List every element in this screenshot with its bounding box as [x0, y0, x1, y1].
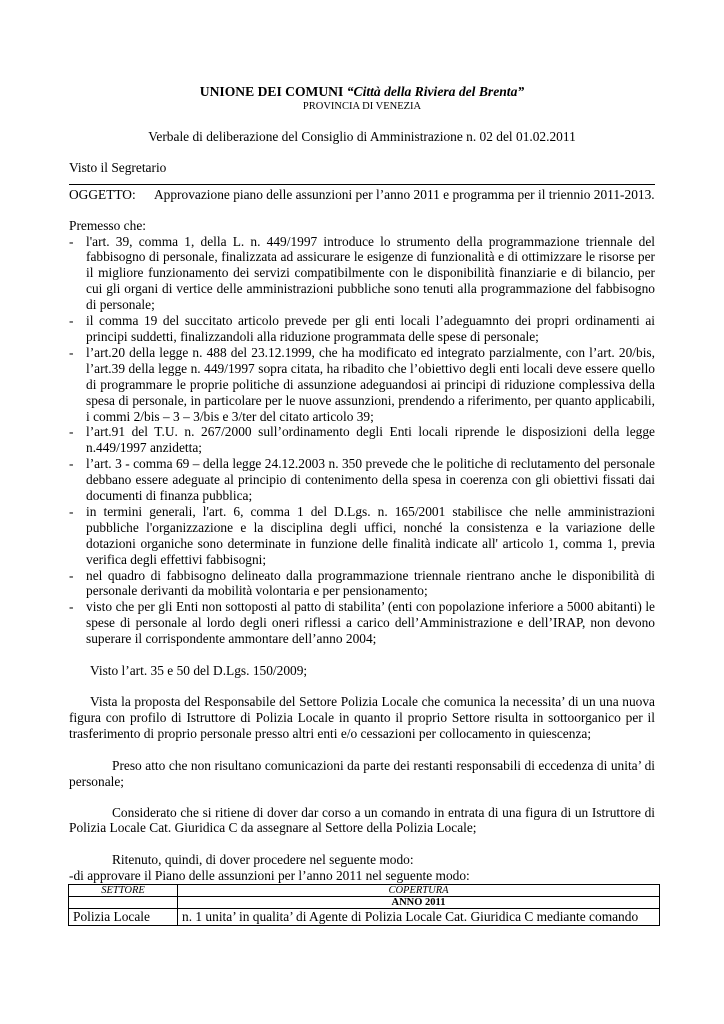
oggetto-label: OGGETTO: [69, 186, 136, 202]
empty-cell [69, 897, 178, 909]
list-item: - nel quadro di fabbisogno delineato dalla programmazione triennale rientrano anche le disponibilità di personale derivanti da mobilità volontaria e per pensionamento; [69, 567, 655, 599]
year-label: ANNO 2011 [178, 897, 660, 909]
list-item: - l’art.20 della legge n. 488 del 23.12.1999, che ha modificato ed integrato parzialmente, con l’art. 20/bis, l’art.39 della legge n. 449/1997 sopra citata, ha ribadito che l’obiettivo degli enti locali deve essere quello di programmare le proprie politiche di assunzione adeguandosi ai principi di riduzione complessiva della spesa di personale, in particolare per le nuove assunzioni, prendendo a riferimento, per quanto applicabili, i commi 2/bis – 3 – 3/bis e 3/ter del citato articolo 39; [69, 344, 655, 424]
union-prefix: UNIONE DEI COMUNI [199, 84, 344, 99]
preso-atto: Preso atto che non risultano comunicazioni da parte dei restanti responsabili di eccedenza di unita’ di personale; [69, 757, 655, 789]
list-item-text: l’art. 3 - comma 69 – della legge 24.12.2003 n. 350 prevede che le politiche di reclutamento del personale debbano essere adeguate al principio di contenimento della spesa in coerenza con gli obiettivi fissati dai documenti di finanza pubblica; [86, 456, 655, 504]
horizontal-rule [69, 184, 655, 185]
list-item: - l'art. 39, comma 1, della L. n. 449/1997 introduce lo strumento della programmazione triennale del fabbisogno di personale, finalizzata ad assicurare le esigenze di funzionalità e di ottimizzare le risorse per il migliore funzionamento dei servizi compatibilmente con le disponibilità finanziarie e di bilancio, per cui gli organi di vertice delle amministrazioni pubbliche sono tenuti alla programmazione del fabbisogno di personale; [69, 233, 655, 313]
visto-segretario: Visto il Segretario [69, 159, 167, 175]
list-item-text: l’art.91 del T.U. n. 267/2000 sull’ordinamento degli Enti locali riprende le disposizioni della legge n.449/1997 anzidetta; [86, 424, 655, 456]
visto-articolo: Visto l’art. 35 e 50 del D.Lgs. 150/2009; [90, 663, 308, 679]
assunzioni-table [68, 884, 660, 926]
column-header-copertura: COPERTURA [178, 885, 660, 897]
list-item: - visto che per gli Enti non sottoposti al patto di stabilita’ (enti con popolazione inferiore a 5000 abitanti) le spese di personale al lordo degli oneri riflessi a carico dell’Amministrazione e dell’IRAP, non devono superare il corrispondente ammontare dell’anno 2004; [69, 599, 655, 647]
list-item-text: nel quadro di fabbisogno delineato dalla programmazione triennale rientrano anche le disponibilità di personale derivanti da mobilità volontaria e per pensionamento; [86, 567, 655, 599]
settore-cell: Polizia Locale [69, 909, 178, 926]
oggetto-text: Approvazione piano delle assunzioni per l’anno 2011 e programma per il triennio 2011-2013. [154, 186, 655, 202]
list-item: - il comma 19 del succitato articolo prevede per gli enti locali l’adeguamnto dei propri ordinamenti ai principi suddetti, finalizzandoli alla riduzione programmata delle spese di personale; [69, 313, 655, 344]
premesso-heading: Premesso che: [69, 217, 146, 233]
list-item: - in termini generali, l'art. 6, comma 1 del D.Lgs. n. 165/2001 stabilisce che nelle amministrazioni pubbliche l'organizzazione e la disciplina degli uffici, nonché la consistenza e la variazione delle dotazioni organiche sono determinate in funzione delle finalità indicate all' articolo 1, comma 1, previa verifica degli effettivi fabbisogni; [69, 503, 655, 567]
table-year-row [69, 897, 660, 909]
table-row [69, 909, 660, 926]
table-header-row [69, 885, 660, 897]
list-item-text: visto che per gli Enti non sottoposti al patto di stabilita’ (enti con popolazione inferiore a 5000 abitanti) le spese di personale al lordo degli oneri riflessi a carico dell’Amministrazione e dell’IRAP, non devono superare il corrispondente ammontare dell’anno 2004; [86, 599, 655, 647]
list-item-text: il comma 19 del succitato articolo prevede per gli enti locali l’adeguamnto dei propri ordinamenti ai principi suddetti, finalizzandoli alla riduzione programmata delle spese di personale; [86, 313, 655, 344]
considerato: Considerato che si ritiene di dover dar corso a un comando in entrata di una figura di un Istruttore di Polizia Locale Cat. Giuridica C da assegnare al Settore della Polizia Locale; [69, 804, 655, 836]
premesso-list [69, 234, 655, 648]
copertura-cell: n. 1 unita’ in qualita’ di Agente di Polizia Locale Cat. Giuridica C mediante comando [178, 909, 660, 926]
list-item-text: l'art. 39, comma 1, della L. n. 449/1997 introduce lo strumento della programmazione triennale del fabbisogno di personale, finalizzata ad assicurare le esigenze di funzionalità e di ottimizzare le risorse per il migliore funzionamento dei servizi compatibilmente con le disponibilità finanziarie e di bilancio, per cui gli organi di vertice delle amministrazioni pubbliche sono tenuti alla programmazione del fabbisogno di personale; [86, 233, 655, 313]
vista-proposta: Vista la proposta del Responsabile del Settore Polizia Locale che comunica la necessita’ di un una nuova figura con profilo di Istruttore di Polizia Locale in quanto il proprio Settore risulta in sottoorganico per il trasferimento di proprio personale presso altri enti e/o cessazioni per collocamento in quiescenza; [69, 694, 655, 741]
oggetto-section [69, 187, 655, 203]
ritenuto: Ritenuto, quindi, di dover procedere nel seguente modo: [112, 852, 414, 868]
di-approvare: -di approvare il Piano delle assunzioni per l’anno 2011 nel seguente modo: [69, 868, 470, 884]
union-title [69, 84, 655, 100]
verbale-heading: Verbale di deliberazione del Consiglio di Amministrazione n. 02 del 01.02.2011 [148, 128, 576, 144]
province-subtitle: PROVINCIA DI VENEZIA [302, 100, 422, 112]
list-item: - l’art.91 del T.U. n. 267/2000 sull’ordinamento degli Enti locali riprende le disposizioni della legge n.449/1997 anzidetta; [69, 424, 655, 456]
column-header-settore: SETTORE [69, 885, 178, 897]
list-item-text: l’art.20 della legge n. 488 del 23.12.1999, che ha modificato ed integrato parzialmente, con l’art. 20/bis, l’art.39 della legge n. 449/1997 sopra citata, ha ribadito che l’obiettivo degli enti locali deve essere quello di programmare le proprie politiche di assunzione adeguandosi ai principi di riduzione complessiva della spesa di personale, in particolare per le nuove assunzioni, prendendo a riferimento, per quanto applicabili, i commi 2/bis – 3 – 3/bis e 3/ter del citato articolo 39; [86, 344, 655, 424]
union-name: “Città della Riviera del Brenta” [346, 84, 525, 99]
document-page [69, 84, 655, 926]
list-item-text: in termini generali, l'art. 6, comma 1 del D.Lgs. n. 165/2001 stabilisce che nelle amministrazioni pubbliche l'organizzazione e la disciplina degli uffici, nonché la consistenza e la variazione delle dotazioni organiche sono determinate in funzione delle finalità indicate all' articolo 1, comma 1, previa verifica degli effettivi fabbisogni; [86, 503, 655, 567]
list-item: - l’art. 3 - comma 69 – della legge 24.12.2003 n. 350 prevede che le politiche di reclutamento del personale debbano essere adeguate al principio di contenimento della spesa in coerenza con gli obiettivi fissati dai documenti di finanza pubblica; [69, 456, 655, 504]
